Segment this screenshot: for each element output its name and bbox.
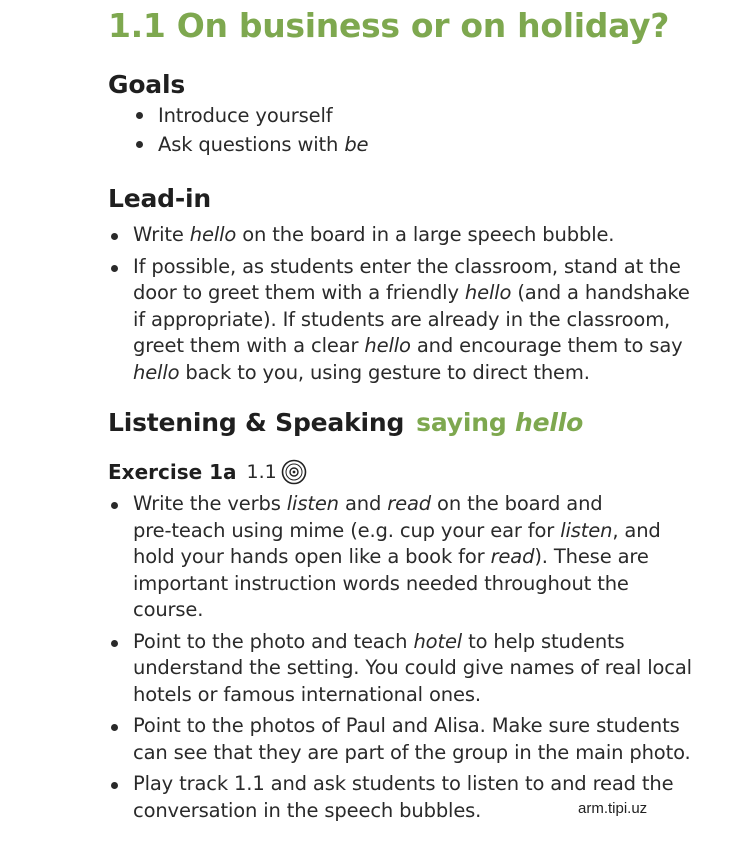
lead-in-heading: Lead-in	[108, 184, 211, 213]
goals-list	[133, 101, 368, 159]
list-item: Play track 1.1 and ask students to listen to and read the conversation in the speech bubbles.	[108, 771, 692, 824]
listening-speaking-heading: Listening & Speaking saying hello	[108, 408, 584, 437]
list-item: Ask questions with be	[133, 130, 368, 159]
cd-audio-icon	[281, 459, 307, 485]
watermark: arm.tipi.uz	[578, 800, 648, 817]
list-item: If possible, as students enter the classroom, stand at the door to greet them with a friendly hello (and a handshake if appropriate). If students are already in the classroom, greet them with a clear hello and encourage them to say hello back to you, using gesture to direct them.	[108, 254, 690, 387]
list-item: Point to the photos of Paul and Alisa. Make sure students can see that they are part of the group in the main photo.	[108, 713, 692, 766]
exercise-list	[108, 491, 692, 829]
list-item: Write hello on the board in a large speech bubble.	[108, 222, 690, 249]
page-title: 1.1 On business or on holiday?	[108, 6, 670, 45]
list-item: Introduce yourself	[133, 101, 368, 130]
exercise-heading: Exercise 1a 1.1	[108, 459, 307, 485]
list-item: Point to the photo and teach hotel to help students understand the setting. You could give names of real local hotels or famous international ones.	[108, 629, 692, 709]
section-subheading: saying hello	[416, 408, 584, 437]
lead-in-list	[108, 222, 690, 391]
list-item: Write the verbs listen and read on the board and pre-teach using mime (e.g. cup your ear for listen, and hold your hands open like a book for read). These are important instruction words needed throughout the course.	[108, 491, 692, 624]
goals-heading: Goals	[108, 70, 186, 99]
track-number: 1.1	[246, 461, 277, 483]
